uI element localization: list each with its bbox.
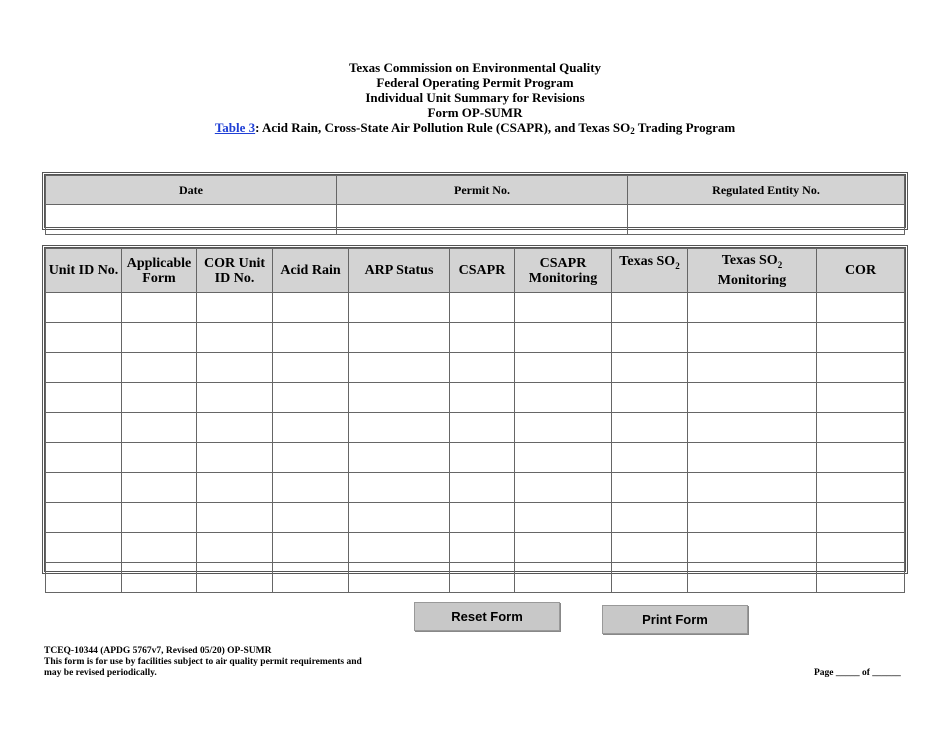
- csapr-monitoring-cell[interactable]: [515, 383, 612, 413]
- acid-rain-cell[interactable]: [273, 323, 349, 353]
- texas-so2-monitoring-cell[interactable]: [688, 383, 817, 413]
- texas-so2-monitoring-header: [688, 249, 817, 293]
- program-title: Federal Operating Permit Program: [376, 75, 574, 90]
- cor-cell[interactable]: [817, 473, 905, 503]
- arp-status-cell[interactable]: [349, 443, 450, 473]
- csapr-cell[interactable]: [450, 413, 515, 443]
- cor-cell[interactable]: [817, 323, 905, 353]
- unit-id-cell[interactable]: [46, 413, 122, 443]
- cor-cell[interactable]: [817, 533, 905, 563]
- cor-unit-id-cell[interactable]: [197, 323, 273, 353]
- acid-rain-cell[interactable]: [273, 563, 349, 593]
- unit-id-cell[interactable]: [46, 443, 122, 473]
- csapr-header: CSAPR: [450, 249, 515, 293]
- cor-cell[interactable]: [817, 293, 905, 323]
- agency-title: Texas Commission on Environmental Quality: [348, 60, 602, 75]
- csapr-monitoring-cell[interactable]: [515, 563, 612, 593]
- arp-status-cell[interactable]: [349, 293, 450, 323]
- reset-form-button[interactable]: Reset Form: [414, 602, 560, 631]
- arp-status-header: ARP Status: [349, 249, 450, 293]
- texas-so2-monitoring-cell[interactable]: [688, 503, 817, 533]
- texas-so2-monitoring-cell[interactable]: [688, 353, 817, 383]
- summary-title: Individual Unit Summary for Revisions: [365, 90, 585, 105]
- applicable-form-cell[interactable]: [122, 413, 197, 443]
- texas-so2-cell[interactable]: [612, 443, 688, 473]
- table-3-link[interactable]: Table 3: [214, 120, 256, 135]
- acid-rain-cell[interactable]: [273, 383, 349, 413]
- cor-cell[interactable]: [817, 353, 905, 383]
- csapr-monitoring-cell[interactable]: [515, 443, 612, 473]
- texas-so2-monitoring-cell[interactable]: [688, 443, 817, 473]
- cor-cell[interactable]: [817, 443, 905, 473]
- csapr-cell[interactable]: [450, 353, 515, 383]
- permit-no-header: Permit No.: [337, 176, 628, 205]
- table-row: [46, 473, 905, 503]
- unit-id-cell[interactable]: [46, 473, 122, 503]
- applicable-form-cell[interactable]: [122, 443, 197, 473]
- unit-id-cell[interactable]: [46, 353, 122, 383]
- texas-so2-cell[interactable]: [612, 383, 688, 413]
- page-number: Page _____ of ______: [814, 668, 901, 678]
- unit-id-cell[interactable]: [46, 533, 122, 563]
- texas-so2-sub: 2: [675, 260, 680, 271]
- applicable-form-cell[interactable]: [122, 533, 197, 563]
- table-row: [46, 413, 905, 443]
- cor-unit-id-cell[interactable]: [197, 533, 273, 563]
- arp-status-cell[interactable]: [349, 383, 450, 413]
- acid-rain-cell[interactable]: [273, 413, 349, 443]
- texas-so2-monitoring-cell[interactable]: [688, 533, 817, 563]
- table-title-pre: : Acid Rain, Cross-State Air Pollution Rule (CSAPR), and Texas SO: [255, 120, 631, 135]
- csapr-cell[interactable]: [450, 473, 515, 503]
- footer: [44, 646, 362, 679]
- cor-unit-id-cell[interactable]: [197, 353, 273, 383]
- texas-so2-monitoring-cell[interactable]: [688, 323, 817, 353]
- table-row: [46, 323, 905, 353]
- csapr-monitoring-cell[interactable]: [515, 323, 612, 353]
- applicable-form-cell[interactable]: [122, 353, 197, 383]
- csapr-monitoring-cell[interactable]: [515, 503, 612, 533]
- acid-rain-cell[interactable]: [273, 473, 349, 503]
- table-row: [46, 503, 905, 533]
- info-table: [45, 175, 905, 235]
- applicable-form-cell[interactable]: [122, 293, 197, 323]
- applicable-form-cell[interactable]: [122, 503, 197, 533]
- units-table-frame: [42, 245, 908, 574]
- info-table-frame: [42, 172, 908, 230]
- csapr-monitoring-cell[interactable]: [515, 293, 612, 323]
- permit-no-field[interactable]: [337, 205, 628, 235]
- csapr-monitoring-cell[interactable]: [515, 413, 612, 443]
- unit-id-cell[interactable]: [46, 563, 122, 593]
- acid-rain-cell[interactable]: [273, 503, 349, 533]
- units-table-body: [46, 293, 905, 593]
- texas-so2-cell[interactable]: [612, 563, 688, 593]
- cor-cell[interactable]: [817, 563, 905, 593]
- arp-status-cell[interactable]: [349, 533, 450, 563]
- arp-status-cell[interactable]: [349, 473, 450, 503]
- cor-cell[interactable]: [817, 383, 905, 413]
- texas-so2-mon-post: Monitoring: [717, 272, 787, 288]
- cor-unit-id-cell[interactable]: [197, 563, 273, 593]
- form-title: Form OP-SUMR: [427, 105, 523, 120]
- texas-so2-cell[interactable]: [612, 413, 688, 443]
- acid-rain-cell[interactable]: [273, 533, 349, 563]
- csapr-cell[interactable]: [450, 503, 515, 533]
- csapr-cell[interactable]: [450, 323, 515, 353]
- form-id: TCEQ-10344 (APDG 5767v7, Revised 05/20) OP-SUMR: [44, 646, 272, 656]
- cor-unit-id-cell[interactable]: [197, 293, 273, 323]
- texas-so2-monitoring-cell[interactable]: [688, 413, 817, 443]
- acid-rain-cell[interactable]: [273, 443, 349, 473]
- csapr-cell[interactable]: [450, 563, 515, 593]
- texas-so2-cell[interactable]: [612, 473, 688, 503]
- form-header: [0, 60, 950, 139]
- table-title-sub: 2: [630, 126, 635, 136]
- csapr-cell[interactable]: [450, 443, 515, 473]
- applicable-form-cell[interactable]: [122, 323, 197, 353]
- acid-rain-header: Acid Rain: [273, 249, 349, 293]
- texas-so2-cell[interactable]: [612, 533, 688, 563]
- date-field[interactable]: [46, 205, 337, 235]
- arp-status-cell[interactable]: [349, 353, 450, 383]
- cor-unit-id-cell[interactable]: [197, 503, 273, 533]
- table-title-post: Trading Program: [634, 120, 736, 135]
- footer-note-2: may be revised periodically.: [44, 668, 157, 678]
- cor-unit-id-cell[interactable]: [197, 383, 273, 413]
- csapr-cell[interactable]: [450, 293, 515, 323]
- table-row: [46, 353, 905, 383]
- table-row: [46, 533, 905, 563]
- unit-id-cell[interactable]: [46, 383, 122, 413]
- csapr-cell[interactable]: [450, 383, 515, 413]
- texas-so2-header: [612, 249, 688, 293]
- table-title: [0, 120, 950, 139]
- units-table: [45, 248, 905, 593]
- acid-rain-cell[interactable]: [273, 293, 349, 323]
- cor-header: COR: [817, 249, 905, 293]
- table-row: [46, 443, 905, 473]
- arp-status-cell[interactable]: [349, 323, 450, 353]
- arp-status-cell[interactable]: [349, 503, 450, 533]
- applicable-form-cell[interactable]: [122, 383, 197, 413]
- footer-note-1: This form is for use by facilities subject to air quality permit requirements and: [44, 657, 362, 667]
- texas-so2-mon-text: Texas SO: [721, 253, 778, 269]
- csapr-monitoring-cell[interactable]: [515, 353, 612, 383]
- cor-cell[interactable]: [817, 413, 905, 443]
- arp-status-cell[interactable]: [349, 563, 450, 593]
- texas-so2-monitoring-cell[interactable]: [688, 293, 817, 323]
- cor-unit-id-cell[interactable]: [197, 413, 273, 443]
- texas-so2-text: Texas SO: [619, 254, 676, 269]
- texas-so2-mon-sub: 2: [777, 259, 783, 270]
- table-row: [46, 383, 905, 413]
- table-row: [46, 293, 905, 323]
- texas-so2-cell[interactable]: [612, 353, 688, 383]
- texas-so2-cell[interactable]: [612, 323, 688, 353]
- cor-unit-id-cell[interactable]: [197, 443, 273, 473]
- table-row: [46, 563, 905, 593]
- cor-unit-id-header: COR Unit ID No.: [197, 249, 273, 293]
- csapr-monitoring-header: CSAPR Monitoring: [515, 249, 612, 293]
- regulated-entity-header: Regulated Entity No.: [628, 176, 905, 205]
- unit-id-header: Unit ID No.: [46, 249, 122, 293]
- print-form-button[interactable]: Print Form: [602, 605, 748, 634]
- applicable-form-header: Applicable Form: [122, 249, 197, 293]
- texas-so2-monitoring-cell[interactable]: [688, 473, 817, 503]
- unit-id-cell[interactable]: [46, 323, 122, 353]
- arp-status-cell[interactable]: [349, 413, 450, 443]
- texas-so2-cell[interactable]: [612, 503, 688, 533]
- texas-so2-monitoring-cell[interactable]: [688, 563, 817, 593]
- cor-cell[interactable]: [817, 503, 905, 533]
- texas-so2-cell[interactable]: [612, 293, 688, 323]
- date-header: Date: [46, 176, 337, 205]
- cor-unit-id-cell[interactable]: [197, 473, 273, 503]
- csapr-monitoring-cell[interactable]: [515, 473, 612, 503]
- applicable-form-cell[interactable]: [122, 563, 197, 593]
- regulated-entity-field[interactable]: [628, 205, 905, 235]
- unit-id-cell[interactable]: [46, 503, 122, 533]
- csapr-monitoring-cell[interactable]: [515, 533, 612, 563]
- unit-id-cell[interactable]: [46, 293, 122, 323]
- csapr-cell[interactable]: [450, 533, 515, 563]
- applicable-form-cell[interactable]: [122, 473, 197, 503]
- acid-rain-cell[interactable]: [273, 353, 349, 383]
